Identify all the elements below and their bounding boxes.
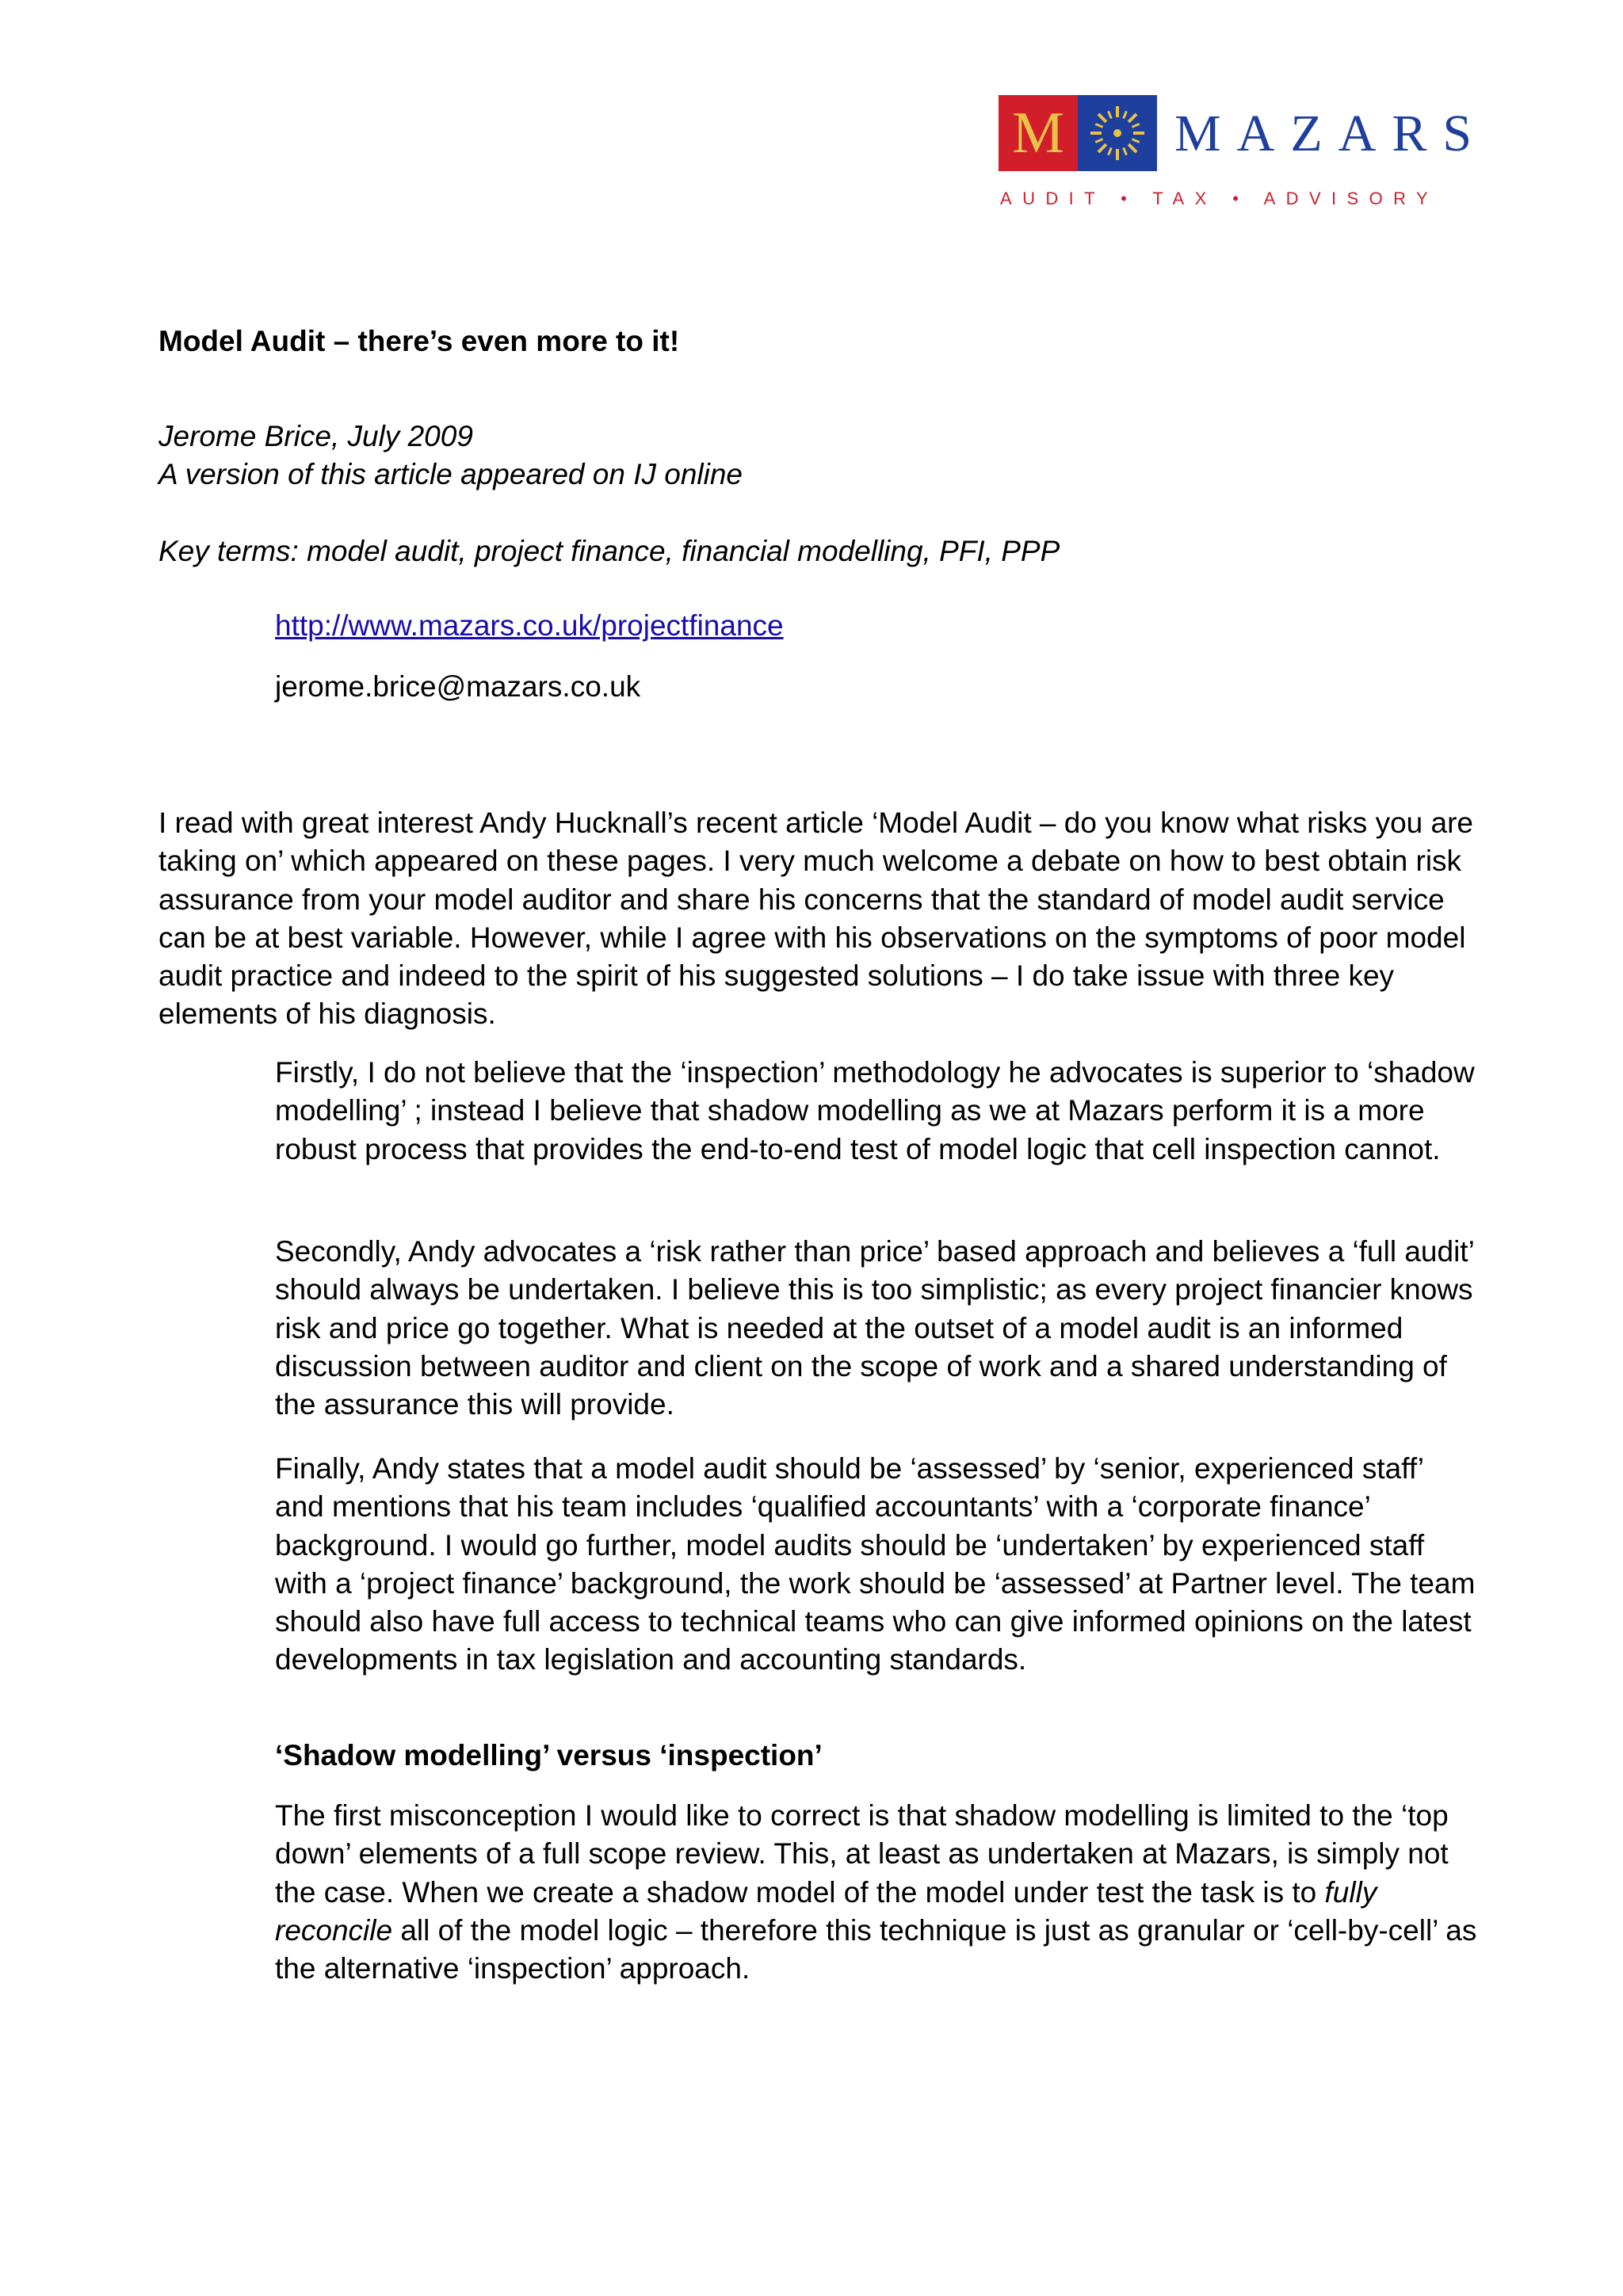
project-finance-link[interactable]: http://www.mazars.co.uk/projectfinance xyxy=(275,609,784,642)
publication-line: A version of this article appeared on IJ online xyxy=(158,458,743,490)
logo-letter: M xyxy=(1012,101,1064,166)
logo-star-box xyxy=(1078,95,1157,171)
intro-paragraph: I read with great interest Andy Hucknall’s recent article ‘Model Audit – do you know what risks you are taking on’ which appeared on these pages. I very much welcome a debate on how to best obtain risk assurance from your model auditor and share his concerns that the standard of model audit service can be at best variable. However, while I agree with his observations on the symptoms of poor model audit practice and indeed to the spirit of his suggested solutions – I do take issue with three key elements of his diagnosis. xyxy=(158,807,1473,1031)
logo-wordmark: MAZARS xyxy=(1174,105,1488,162)
key-terms: Key terms: model audit, project finance, financial modelling, PFI, PPP xyxy=(158,535,1060,567)
mazars-logo xyxy=(999,95,1488,214)
logo-m-box xyxy=(999,95,1078,171)
section-heading: ‘Shadow modelling’ versus ‘inspection’ xyxy=(275,1739,823,1772)
point-finally: Finally, Andy states that a model audit should be ‘assessed’ by ‘senior, experienced staff’ and mentions that his team includes ‘qualified accountants’ with a ‘corporate finance’ background. I would go further, model audits should be ‘undertaken’ by experienced staff with a ‘project finance’ background, the work should be ‘assessed’ at Partner level. The team should also have full access to technical teams who can give informed opinions on the latest developments in tax legislation and accounting standards. xyxy=(275,1452,1476,1676)
section-text-emphasis: fully reconcile xyxy=(275,1875,1377,1947)
article-title: Model Audit – there’s even more to it! xyxy=(158,325,680,357)
section-text-before: The first misconception I would like to correct is that shadow modelling is limited to the ‘top down’ elements of a full scope review. This, at least as undertaken at Mazars, is simply not the case. When we create a shadow model of the model under test the task is to xyxy=(275,1799,1449,1909)
section-text-after: all of the model logic – therefore this technique is just as granular or ‘cell-by-cell’ as the alternative ‘inspection’ approach. xyxy=(275,1913,1477,1985)
logo-tagline: AUDIT • TAX • ADVISORY xyxy=(1000,189,1439,208)
author-email: jerome.brice@mazars.co.uk xyxy=(275,670,641,703)
author-line: Jerome Brice, July 2009 xyxy=(158,420,473,452)
star-burst-icon xyxy=(1078,95,1157,171)
point-secondly: Secondly, Andy advocates a ‘risk rather than price’ based approach and believes a ‘full audit’ should always be undertaken. I believe this is too simplistic; as every project financier knows risk and price go together. What is needed at the outset of a model audit is an informed discussion between auditor and client on the scope of work and a shared understanding of the assurance this will provide. xyxy=(275,1235,1474,1421)
point-firstly: Firstly, I do not believe that the ‘inspection’ methodology he advocates is superior to ‘shadow modelling’ ; instead I believe that shadow modelling as we at Mazars perform it is a more robust process that provides the end-to-end test of model logic that cell inspection cannot. xyxy=(275,1056,1475,1165)
section-paragraph xyxy=(275,1797,1480,1988)
